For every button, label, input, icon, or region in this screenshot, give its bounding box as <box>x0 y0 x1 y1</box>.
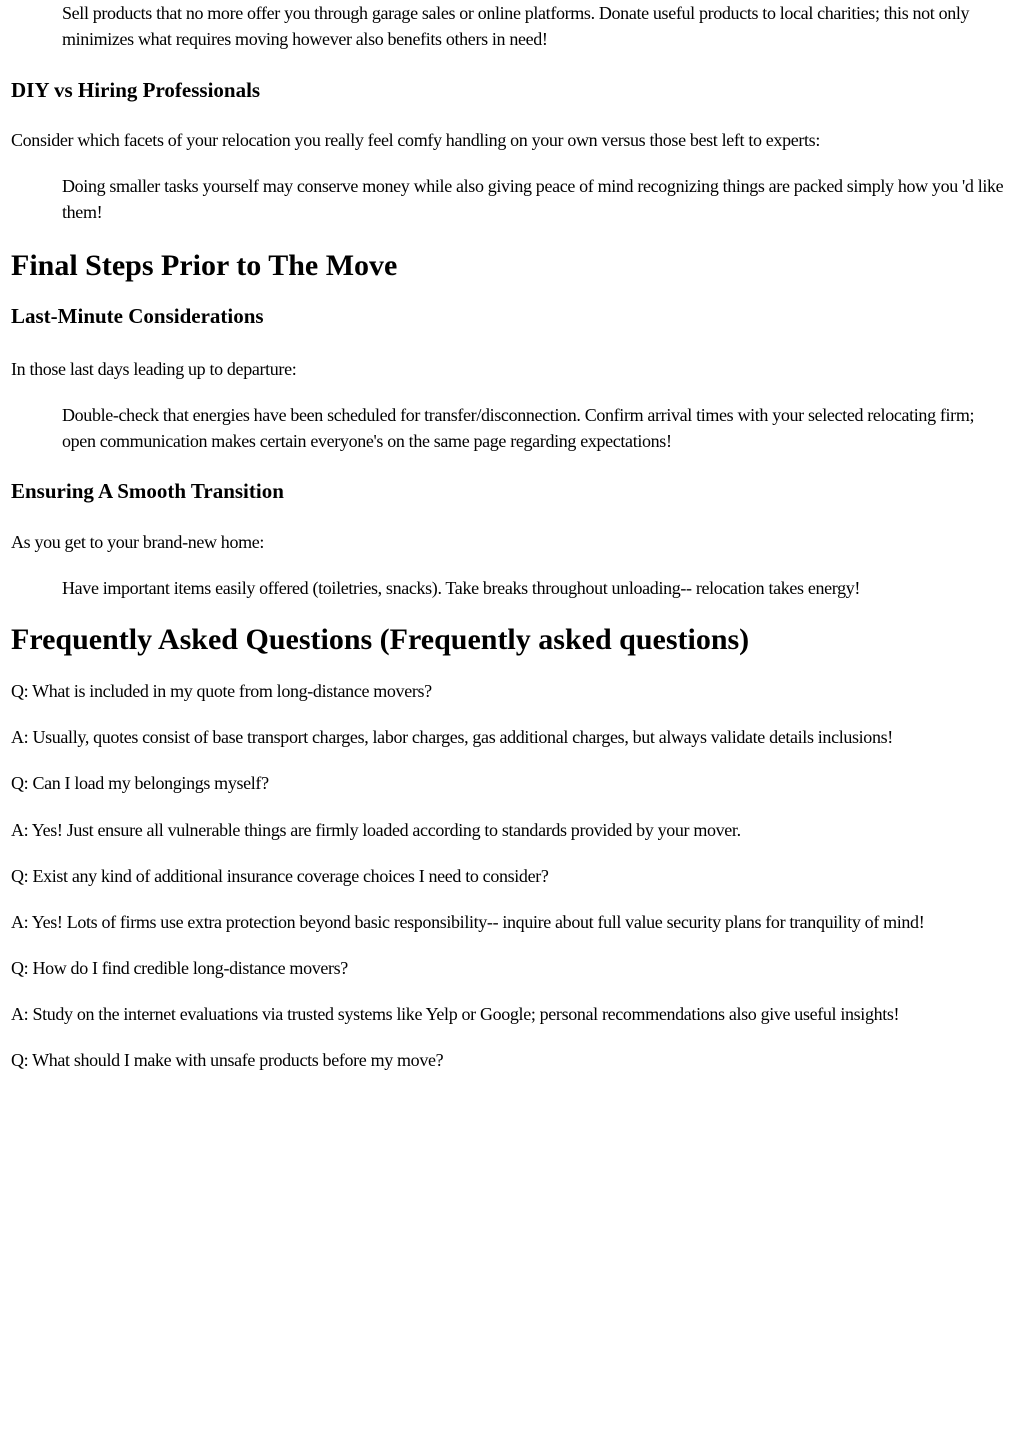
last-minute-quote: Double-check that energies have been scheduled for transfer/disconnection. Confirm arrival times with your selected relocating firm; open communication makes certain everyone's on the same page regarding expectations! <box>62 405 975 451</box>
faq-list <box>11 678 1011 1073</box>
faq-item: Q: Can I load my belongings myself? <box>11 773 269 793</box>
faq-item: Q: What is included in my quote from long-distance movers? <box>11 681 432 701</box>
smooth-transition-quote: Have important items easily offered (toiletries, snacks). Take breaks throughout unloading-- relocation takes energy! <box>62 578 861 598</box>
intro-quote: Sell products that no more offer you through garage sales or online platforms. Donate useful products to local charities; this not only minimizes what requires moving however also benefits others in need! <box>62 3 970 49</box>
final-steps-heading: Final Steps Prior to The Move <box>11 249 398 282</box>
diy-paragraph: Consider which facets of your relocation you really feel comfy handling on your own versus those best left to experts: <box>11 130 820 150</box>
faq-heading: Frequently Asked Questions (Frequently asked questions) <box>11 623 750 656</box>
diy-quote: Doing smaller tasks yourself may conserve money while also giving peace of mind recognizing things are packed simply how you 'd like them! <box>62 176 1004 222</box>
smooth-transition-heading: Ensuring A Smooth Transition <box>11 479 284 503</box>
last-minute-heading: Last-Minute Considerations <box>11 304 264 328</box>
last-minute-paragraph: In those last days leading up to departure: <box>11 359 297 379</box>
faq-item: Q: How do I find credible long-distance movers? <box>11 958 348 978</box>
article-body <box>11 0 1011 1073</box>
diy-heading: DIY vs Hiring Professionals <box>11 78 261 102</box>
faq-item: A: Yes! Just ensure all vulnerable things are firmly loaded according to standards provided by your mover. <box>11 820 741 840</box>
faq-item: A: Usually, quotes consist of base transport charges, labor charges, gas additional charges, but always validate details inclusions! <box>11 727 893 747</box>
faq-item: A: Study on the internet evaluations via trusted systems like Yelp or Google; personal recommendations also give useful insights! <box>11 1004 900 1024</box>
faq-item: Q: What should I make with unsafe products before my move? <box>11 1050 444 1070</box>
faq-item: Q: Exist any kind of additional insurance coverage choices I need to consider? <box>11 866 549 886</box>
smooth-transition-paragraph: As you get to your brand-new home: <box>11 532 265 552</box>
faq-item: A: Yes! Lots of firms use extra protection beyond basic responsibility-- inquire about full value security plans for tranquility of mind! <box>11 912 925 932</box>
